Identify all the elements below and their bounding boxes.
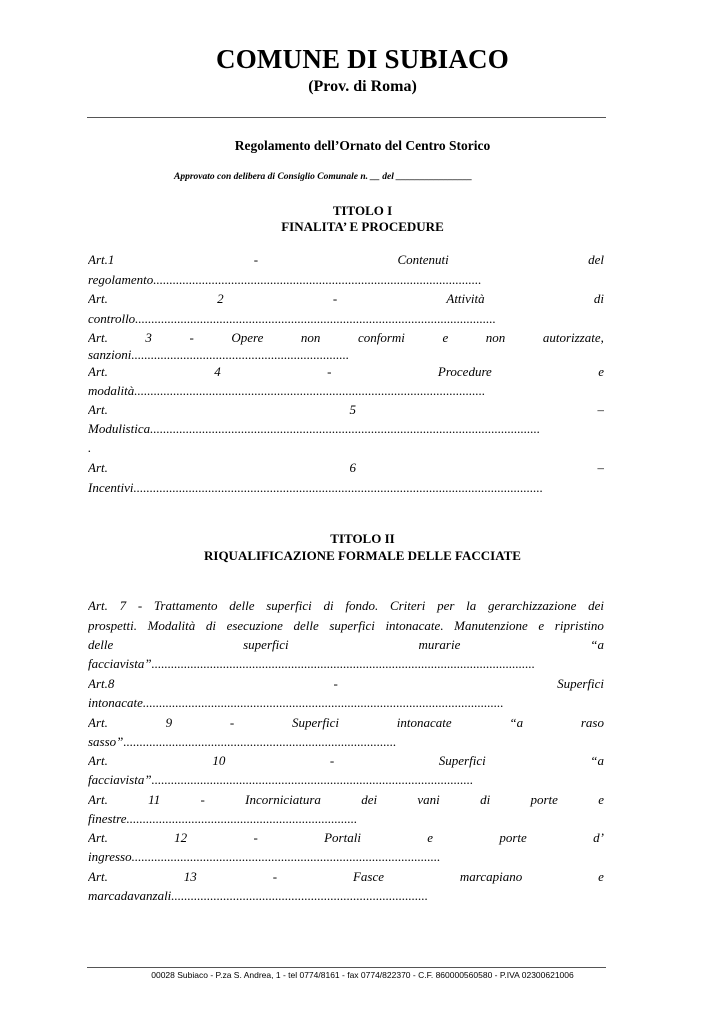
toc-line — [88, 751, 604, 770]
toc-line — [88, 381, 604, 400]
toc-word: raso — [580, 715, 604, 730]
toc-word: e — [598, 869, 604, 884]
toc-word: vani — [417, 792, 440, 807]
toc-word: Contenuti — [397, 252, 449, 267]
section-2-label: TITOLO II — [330, 531, 395, 546]
toc-word: Modulistica........................................................................................................................ — [88, 421, 541, 436]
toc-word: Art. — [88, 792, 108, 807]
toc-word: Fasce — [352, 869, 384, 884]
toc-line — [88, 847, 604, 866]
toc-word: finestre....................................................................... — [88, 811, 358, 826]
toc-word: Superfici — [557, 676, 604, 691]
toc-word: Art. — [88, 402, 108, 417]
toc-line — [88, 419, 604, 438]
header-divider — [87, 117, 606, 118]
section-1-title: FINALITA’ E PROCEDURE — [281, 219, 444, 234]
toc-line — [88, 362, 604, 381]
toc-line — [88, 693, 604, 712]
toc-word: “a — [509, 715, 524, 730]
toc-word: Art. — [88, 869, 108, 884]
toc-word: e — [538, 618, 545, 633]
toc-word: porte — [499, 830, 527, 845]
toc-line — [88, 635, 604, 654]
toc-line — [88, 458, 604, 477]
toc-word: autorizzate, — [542, 330, 604, 345]
toc-line — [88, 674, 604, 693]
toc-word: Art. — [88, 830, 108, 845]
toc-line — [88, 309, 604, 328]
toc-line — [88, 886, 604, 905]
toc-word: Modalità — [147, 618, 196, 633]
toc-word: Art.8 — [88, 676, 115, 691]
toc-word: intonacate............................................................................................................... — [88, 695, 504, 710]
toc-word: Art. — [88, 330, 108, 345]
toc-word: 13 — [183, 869, 197, 884]
toc-word: 6 — [349, 460, 356, 475]
toc-word: facciavista”................................................................................................... — [88, 772, 474, 787]
toc-word: – — [597, 460, 604, 475]
toc-word: fondo. — [345, 598, 379, 613]
toc-word: marcapiano — [459, 869, 523, 884]
toc-line — [88, 867, 604, 886]
toc-word: superfici — [266, 598, 312, 613]
page-title: COMUNE DI SUBIACO — [216, 44, 509, 74]
toc-word: . — [88, 440, 92, 455]
toc-line — [88, 438, 604, 457]
toc-word: Superfici — [292, 715, 339, 730]
toc-word: e — [598, 364, 604, 379]
toc-word: gerarchizzazione — [488, 598, 577, 613]
toc-word: - — [229, 715, 235, 730]
toc-word: dei — [361, 792, 378, 807]
toc-word: sanzioni................................................................... — [88, 347, 350, 362]
toc-line — [88, 828, 604, 847]
footer-divider — [87, 967, 606, 968]
toc-word: “a — [590, 637, 604, 652]
toc-word: - — [200, 792, 205, 807]
toc-word: per — [437, 598, 455, 613]
toc-word: di — [323, 598, 334, 613]
toc-line — [88, 713, 604, 732]
toc-word: Superfici — [438, 753, 486, 768]
toc-word: Trattamento — [153, 598, 218, 613]
toc-word: - — [253, 830, 258, 845]
toc-word: – — [597, 402, 604, 417]
toc-word: - — [333, 676, 338, 691]
toc-word: Incorniciatura — [245, 792, 321, 807]
toc-word: Art. — [88, 715, 108, 730]
toc-line — [88, 654, 604, 673]
toc-word: modalità............................................................................................................ — [88, 383, 486, 398]
toc-word: 5 — [349, 402, 356, 417]
toc-word: Criteri — [389, 598, 426, 613]
toc-word: porte — [530, 792, 558, 807]
toc-word: di — [480, 792, 491, 807]
toc-word: Art. — [88, 460, 108, 475]
toc-word: prospetti. — [88, 618, 137, 633]
toc-word: 4 — [214, 364, 221, 379]
toc-word: Procedure — [437, 364, 492, 379]
toc-line — [88, 770, 604, 789]
toc-word: “a — [590, 753, 604, 768]
toc-word: marcadavanzali............................................................................... — [88, 888, 429, 903]
toc-word: conformi — [357, 330, 405, 345]
toc-line — [88, 270, 604, 289]
section-2-title: RIQUALIFICAZIONE FORMALE DELLE FACCIATE — [204, 548, 521, 563]
toc-word: 10 — [212, 753, 226, 768]
toc-word: di — [205, 618, 216, 633]
toc-word: la — [466, 598, 477, 613]
toc-word: sasso”.................................................................................... — [88, 734, 397, 749]
toc-word: 11 — [148, 792, 161, 807]
toc-word: superfici — [329, 618, 375, 633]
toc-line — [88, 809, 604, 828]
toc-word: d’ — [593, 830, 604, 845]
toc-word: regolamento..................................................................................................... — [88, 272, 482, 287]
page-subtitle: (Prov. di Roma) — [308, 78, 417, 95]
toc-line — [88, 478, 604, 497]
toc-word: del — [588, 252, 604, 267]
toc-word: Art. — [88, 753, 108, 768]
toc-word: - — [327, 364, 332, 379]
toc-word: 12 — [174, 830, 188, 845]
toc-word: delle — [88, 637, 114, 652]
toc-word: Manutenzione — [454, 618, 528, 633]
toc-word: Opere — [231, 330, 264, 345]
toc-word: - — [253, 252, 259, 267]
toc-word: intonacate. — [385, 618, 444, 633]
toc-word: - — [329, 753, 335, 768]
toc-word: Art. — [88, 598, 108, 613]
toc-line — [88, 616, 604, 635]
toc-line — [88, 250, 604, 269]
toc-word: - — [272, 869, 278, 884]
toc-line — [88, 732, 604, 751]
toc-word: non — [300, 330, 321, 345]
toc-word: - — [332, 291, 338, 306]
toc-word: delle — [229, 598, 255, 613]
toc-word: facciavista”...................................................................................................................... — [88, 656, 536, 671]
toc-word: Art. — [88, 291, 108, 306]
toc-word: Incentivi.............................................................................................................................. — [88, 480, 543, 495]
document-title: Regolamento dell’Ornato del Centro Storico — [234, 138, 491, 153]
section-1-label: TITOLO I — [332, 203, 393, 218]
toc-word: - — [189, 330, 194, 345]
toc-word: Art. — [88, 364, 108, 379]
toc-word: delle — [293, 618, 319, 633]
toc-word: e — [442, 330, 449, 345]
toc-word: intonacate — [396, 715, 452, 730]
toc-word: murarie — [418, 637, 461, 652]
footer-address: 00028 Subiaco - P.za S. Andrea, 1 - tel 0774/8161 - fax 0774/822370 - C.F. 860000560580 - P.IVA 02300621006 — [151, 970, 574, 980]
toc-word: - — [137, 598, 143, 613]
toc-word: ripristino — [554, 618, 604, 633]
toc-line — [88, 289, 604, 308]
toc-line — [88, 596, 604, 615]
approval-note: Approvato con delibera di Consiglio Comunale n. __ del ________________ — [174, 172, 473, 182]
toc-word: 7 — [119, 598, 127, 613]
toc-line — [88, 790, 604, 809]
toc-word: e — [598, 792, 604, 807]
toc-word: 2 — [217, 291, 224, 306]
toc-line — [88, 400, 604, 419]
toc-word: dei — [588, 598, 604, 613]
toc-word: controllo............................................................................................................... — [88, 311, 496, 326]
toc-word: non — [485, 330, 506, 345]
toc-word: superfici — [243, 637, 289, 652]
toc-word: di — [593, 291, 604, 306]
toc-word: ingresso............................................................................................... — [88, 849, 441, 864]
toc-word: Art.1 — [88, 252, 115, 267]
toc-word: 9 — [165, 715, 173, 730]
toc-word: e — [427, 830, 434, 845]
toc-word: 3 — [145, 330, 152, 345]
toc-word: Attività — [446, 291, 485, 306]
toc-word: Portali — [324, 830, 361, 845]
toc-word: esecuzione — [226, 618, 283, 633]
